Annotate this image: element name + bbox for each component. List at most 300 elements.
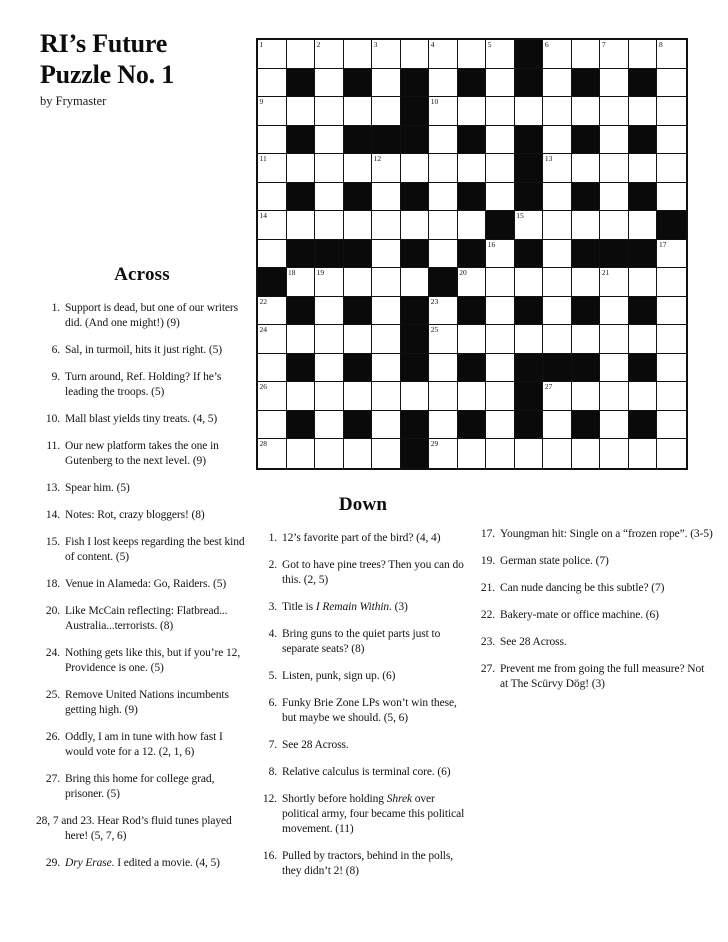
grid-cell[interactable]: [657, 154, 686, 183]
grid-cell[interactable]: [429, 411, 458, 440]
cell-number: 13: [544, 154, 553, 164]
grid-cell[interactable]: [657, 69, 686, 98]
clue-number: 1.: [51, 302, 60, 314]
cell-number: 27: [544, 382, 553, 392]
grid-cell[interactable]: [600, 154, 629, 183]
grid-cell[interactable]: [657, 382, 686, 411]
grid-cell[interactable]: [401, 211, 430, 240]
grid-cell[interactable]: [258, 240, 287, 269]
grid-cell[interactable]: [486, 154, 515, 183]
grid-cell[interactable]: [543, 126, 572, 155]
grid-cell[interactable]: [600, 40, 629, 69]
grid-cell-black: [401, 183, 430, 212]
grid-cell[interactable]: [372, 325, 401, 354]
cell-number: 3: [373, 40, 378, 49]
grid-cell[interactable]: [429, 325, 458, 354]
grid-cell[interactable]: [600, 126, 629, 155]
grid-cell[interactable]: [657, 240, 686, 269]
grid-cell[interactable]: [657, 325, 686, 354]
grid-cell[interactable]: [315, 382, 344, 411]
grid-cell[interactable]: [258, 439, 287, 468]
down-clue: [256, 765, 470, 780]
clue-text: Support is dead, but one of our writers did. (And one might!) (9): [65, 302, 239, 329]
across-clue: [36, 688, 248, 718]
grid-cell[interactable]: [600, 297, 629, 326]
across-clue: [36, 370, 248, 400]
grid-cell-black: [401, 69, 430, 98]
grid-cell[interactable]: [572, 97, 601, 126]
grid-cell[interactable]: [629, 97, 658, 126]
grid-cell[interactable]: [600, 382, 629, 411]
grid-cell[interactable]: [629, 439, 658, 468]
clue-text: Got to have pine trees? Then you can do this. (2, 5): [282, 559, 464, 586]
grid-cell-black: [515, 126, 544, 155]
byline: by Frymaster: [40, 94, 107, 108]
clue-number: 6.: [268, 697, 277, 709]
grid-cell[interactable]: [258, 97, 287, 126]
cell-number: 4: [430, 40, 435, 49]
across-clue: [36, 604, 248, 634]
cell-number: 11: [259, 154, 267, 164]
cell-number: 7: [601, 40, 606, 49]
grid-cell[interactable]: [315, 354, 344, 383]
grid-cell[interactable]: [372, 183, 401, 212]
grid-cell[interactable]: [515, 268, 544, 297]
grid-cell[interactable]: [600, 97, 629, 126]
grid-cell[interactable]: [458, 268, 487, 297]
clue-text: Youngman hit: Single on a “frozen rope”. (3-5): [500, 528, 713, 540]
clue-text: See 28 Across.: [500, 636, 567, 648]
grid-cell[interactable]: [344, 439, 373, 468]
grid-cell-black: [629, 69, 658, 98]
grid-cell-black: [572, 354, 601, 383]
grid-cell[interactable]: [315, 183, 344, 212]
grid-cell[interactable]: [372, 69, 401, 98]
grid-cell[interactable]: [401, 40, 430, 69]
across-clue: [36, 856, 248, 871]
grid-cell[interactable]: [258, 69, 287, 98]
grid-cell[interactable]: [515, 211, 544, 240]
clue-text: Relative calculus is terminal core. (6): [282, 766, 451, 778]
grid-cell[interactable]: [486, 325, 515, 354]
across-clue: [36, 481, 248, 496]
down-clue: [256, 531, 470, 546]
clue-text: Like McCain reflecting: Flatbread... Australia...terrorists. (8): [65, 605, 228, 632]
clue-number: 7.: [268, 739, 277, 751]
grid-cell[interactable]: [572, 382, 601, 411]
clue-number: 9.: [51, 371, 60, 383]
grid-cell[interactable]: [486, 183, 515, 212]
cell-number: 14: [259, 211, 267, 221]
across-clue: [36, 646, 248, 676]
grid-cell-black: [344, 69, 373, 98]
grid-cell[interactable]: [572, 439, 601, 468]
grid-cell[interactable]: [315, 411, 344, 440]
grid-cell[interactable]: [600, 268, 629, 297]
grid-cell[interactable]: [315, 40, 344, 69]
clue-text: Pulled by tractors, behind in the polls, they didn’t 2! (8): [282, 850, 454, 877]
cell-number: 15: [516, 211, 524, 221]
clue-text: 12’s favorite part of the bird? (4, 4): [282, 532, 441, 544]
down-clue: [256, 738, 470, 753]
clue-text: Turn around, Ref. Holding? If he’s leading the troops. (5): [65, 371, 222, 398]
grid-cell[interactable]: [287, 268, 316, 297]
grid-cell[interactable]: [600, 439, 629, 468]
grid-cell[interactable]: [429, 439, 458, 468]
grid-cell[interactable]: [258, 411, 287, 440]
grid-cell[interactable]: [372, 382, 401, 411]
grid-cell[interactable]: [372, 97, 401, 126]
grid-cell[interactable]: [258, 154, 287, 183]
clue-text: Sal, in turmoil, hits it just right. (5): [65, 344, 223, 356]
grid-cell[interactable]: [600, 183, 629, 212]
grid-cell-black: [629, 240, 658, 269]
cell-number: 2: [316, 40, 321, 49]
clue-text: Prevent me from going the full measure? Not at The Scürvy Dög! (3): [500, 663, 705, 690]
grid-cell[interactable]: [372, 354, 401, 383]
grid-cell[interactable]: [486, 439, 515, 468]
grid-cell[interactable]: [486, 240, 515, 269]
grid-cell[interactable]: [258, 325, 287, 354]
clue-text: Bring this home for college grad, prisoner. (5): [65, 773, 215, 800]
grid-cell-black: [344, 297, 373, 326]
cell-number: 16: [487, 239, 496, 249]
clue-number: 4.: [268, 628, 277, 640]
grid-cell[interactable]: [344, 40, 373, 69]
grid-cell-black: [344, 240, 373, 269]
clue-number: 23.: [480, 636, 495, 648]
grid-cell[interactable]: [287, 325, 316, 354]
grid-cell[interactable]: [315, 325, 344, 354]
clue-number: 29.: [45, 857, 60, 869]
clue-number: 27.: [480, 663, 495, 675]
grid-cell-black: [287, 240, 316, 269]
clue-number: 11.: [46, 440, 60, 452]
clue-text: Can nude dancing be this subtle? (7): [500, 582, 665, 594]
across-clue: [36, 439, 248, 469]
grid-cell[interactable]: [572, 268, 601, 297]
grid-cell-black: [287, 183, 316, 212]
grid-cell[interactable]: [315, 268, 344, 297]
across-clue: [36, 301, 248, 331]
grid-cell[interactable]: [486, 354, 515, 383]
clue-number: 15.: [45, 536, 60, 548]
clue-text: Shortly before holding Shrek over political army, four became this political movement. (11): [282, 793, 465, 835]
grid-cell[interactable]: [600, 325, 629, 354]
grid-cell[interactable]: [344, 325, 373, 354]
grid-cell[interactable]: [458, 382, 487, 411]
cell-number: 5: [487, 40, 492, 49]
grid-cell[interactable]: [315, 439, 344, 468]
down-clue-list-col2: [474, 527, 714, 704]
grid-cell-black: [401, 439, 430, 468]
grid-cell[interactable]: [458, 40, 487, 69]
grid-cell[interactable]: [372, 154, 401, 183]
grid-cell[interactable]: [543, 40, 572, 69]
clue-text: Venue in Alameda: Go, Raiders. (5): [65, 578, 227, 590]
clue-number: 17.: [480, 528, 495, 540]
grid-cell-black: [401, 411, 430, 440]
grid-cell[interactable]: [629, 154, 658, 183]
grid-cell[interactable]: [657, 411, 686, 440]
grid-cell-black: [629, 183, 658, 212]
grid-cell[interactable]: [629, 325, 658, 354]
grid-cell[interactable]: [572, 325, 601, 354]
grid-cell[interactable]: [287, 154, 316, 183]
grid-cell[interactable]: [344, 268, 373, 297]
grid-cell[interactable]: [287, 382, 316, 411]
grid-cell-black: [344, 354, 373, 383]
down-clue: [256, 600, 470, 615]
clue-text: Fish I lost keeps regarding the best kind of content. (5): [65, 536, 245, 563]
clue-text: German state police. (7): [500, 555, 609, 567]
clue-number: 20.: [45, 605, 60, 617]
down-clue-list-col1: [256, 531, 470, 879]
grid-cell-black: [458, 297, 487, 326]
clue-text: Remove United Nations incumbents getting high. (9): [65, 689, 229, 716]
grid-cell-black: [401, 126, 430, 155]
grid-cell-black: [572, 411, 601, 440]
grid-cell[interactable]: [287, 97, 316, 126]
grid-cell[interactable]: [372, 268, 401, 297]
grid-cell[interactable]: [258, 354, 287, 383]
down-clue: [474, 581, 714, 596]
grid-cell[interactable]: [543, 183, 572, 212]
grid-cell[interactable]: [486, 382, 515, 411]
down-section: [256, 494, 470, 891]
grid-cell[interactable]: [657, 97, 686, 126]
grid-cell[interactable]: [401, 154, 430, 183]
clue-number: 5.: [268, 670, 277, 682]
grid-cell-black: [429, 268, 458, 297]
grid-cell[interactable]: [429, 211, 458, 240]
grid-cell-black: [458, 183, 487, 212]
grid-cell[interactable]: [515, 325, 544, 354]
clue-number: 13.: [45, 482, 60, 494]
cell-number: 1: [259, 40, 264, 49]
clue-number: 10.: [45, 413, 60, 425]
clue-number: 16.: [262, 850, 277, 862]
grid-cell-black: [458, 240, 487, 269]
grid-cell[interactable]: [543, 268, 572, 297]
grid-cell[interactable]: [458, 439, 487, 468]
grid-cell[interactable]: [401, 382, 430, 411]
grid-cell[interactable]: [486, 126, 515, 155]
clue-text: Notes: Rot, crazy bloggers! (8): [65, 509, 205, 521]
grid-cell[interactable]: [429, 97, 458, 126]
grid-cell[interactable]: [572, 40, 601, 69]
clue-number: 2.: [268, 559, 277, 571]
grid-cell-black: [344, 411, 373, 440]
grid-cell[interactable]: [287, 40, 316, 69]
grid-cell[interactable]: [486, 69, 515, 98]
grid-cell-black: [287, 411, 316, 440]
grid-cell[interactable]: [543, 297, 572, 326]
clue-text: Our new platform takes the one in Gutenberg to the next level. (9): [65, 440, 219, 467]
grid-cell[interactable]: [600, 69, 629, 98]
grid-cell-black: [515, 411, 544, 440]
across-clue: [36, 772, 248, 802]
across-clue-list: [36, 301, 248, 871]
grid-cell-black: [543, 354, 572, 383]
grid-cell[interactable]: [543, 439, 572, 468]
grid-cell[interactable]: [657, 126, 686, 155]
across-clue: [36, 508, 248, 523]
grid-cell[interactable]: [515, 97, 544, 126]
grid-cell[interactable]: [429, 297, 458, 326]
grid-cell[interactable]: [258, 382, 287, 411]
grid-cell[interactable]: [258, 297, 287, 326]
across-clue: [36, 814, 248, 844]
grid-cell[interactable]: [543, 69, 572, 98]
cell-number: 20: [459, 268, 467, 278]
grid-cell[interactable]: [657, 354, 686, 383]
grid-cell[interactable]: [657, 297, 686, 326]
grid-cell[interactable]: [543, 240, 572, 269]
grid-cell-black: [287, 297, 316, 326]
title-block: [40, 28, 255, 109]
grid-cell[interactable]: [629, 211, 658, 240]
grid-cell[interactable]: [287, 439, 316, 468]
grid-cell[interactable]: [600, 354, 629, 383]
grid-cell-black: [572, 126, 601, 155]
grid-cell[interactable]: [629, 40, 658, 69]
grid-cell[interactable]: [401, 268, 430, 297]
clue-number: 12.: [262, 793, 277, 805]
grid-cell[interactable]: [429, 354, 458, 383]
grid-cell-black: [515, 154, 544, 183]
grid-cell[interactable]: [372, 411, 401, 440]
grid-cell-black: [600, 240, 629, 269]
across-clue: [36, 577, 248, 592]
grid-cell[interactable]: [372, 40, 401, 69]
grid-cell[interactable]: [600, 411, 629, 440]
grid-cell-black: [458, 69, 487, 98]
grid-cell[interactable]: [657, 268, 686, 297]
grid-cell[interactable]: [429, 154, 458, 183]
grid-cell-black: [486, 211, 515, 240]
grid-cell[interactable]: [372, 297, 401, 326]
cell-number: 23: [430, 296, 439, 306]
grid-cell[interactable]: [657, 183, 686, 212]
grid-cell[interactable]: [315, 97, 344, 126]
grid-cell[interactable]: [486, 268, 515, 297]
grid-cell[interactable]: [657, 40, 686, 69]
grid-cell[interactable]: [629, 382, 658, 411]
grid-cell[interactable]: [543, 325, 572, 354]
grid-cell[interactable]: [315, 126, 344, 155]
grid-cell[interactable]: [629, 268, 658, 297]
grid-cell-black: [372, 126, 401, 155]
grid-cell[interactable]: [315, 154, 344, 183]
grid-cell[interactable]: [315, 69, 344, 98]
grid-cell[interactable]: [543, 411, 572, 440]
grid-cell[interactable]: [429, 382, 458, 411]
grid-cell[interactable]: [486, 40, 515, 69]
clue-text: Bring guns to the quiet parts just to separate seats? (8): [282, 628, 441, 655]
grid-cell[interactable]: [258, 126, 287, 155]
grid-cell[interactable]: [543, 211, 572, 240]
clue-number: 14.: [45, 509, 60, 521]
cell-number: 22: [259, 296, 267, 306]
clue-number: 8.: [268, 766, 277, 778]
grid-cell[interactable]: [372, 439, 401, 468]
grid-cell-black: [401, 240, 430, 269]
grid-cell[interactable]: [315, 211, 344, 240]
clue-number: 25.: [45, 689, 60, 701]
cell-number: 21: [601, 268, 610, 278]
page-title-line-1: RI’s Future: [40, 29, 168, 58]
grid-cell[interactable]: [657, 439, 686, 468]
grid-cell[interactable]: [429, 69, 458, 98]
grid-cell[interactable]: [287, 211, 316, 240]
grid-cell[interactable]: [486, 411, 515, 440]
grid-cell[interactable]: [600, 211, 629, 240]
grid-cell-black: [458, 411, 487, 440]
grid-cell[interactable]: [429, 126, 458, 155]
cell-number: 25: [430, 325, 439, 335]
grid-cell[interactable]: [344, 211, 373, 240]
grid-cell[interactable]: [458, 325, 487, 354]
grid-cell[interactable]: [515, 439, 544, 468]
grid-cell-black: [515, 183, 544, 212]
grid-cell[interactable]: [543, 382, 572, 411]
clue-text: Dry Erase. I edited a movie. (4, 5): [65, 857, 220, 869]
cell-number: 8: [658, 40, 663, 49]
grid-cell[interactable]: [572, 154, 601, 183]
down-clue: [256, 669, 470, 684]
down-clue: [256, 849, 470, 879]
grid-cell[interactable]: [372, 240, 401, 269]
grid-cell[interactable]: [344, 382, 373, 411]
grid-cell[interactable]: [258, 211, 287, 240]
grid-cell[interactable]: [429, 40, 458, 69]
across-clue: [36, 535, 248, 565]
grid-cell-black: [287, 354, 316, 383]
clue-text: See 28 Across.: [282, 739, 349, 751]
grid-cell[interactable]: [486, 297, 515, 326]
grid-cell-black: [287, 69, 316, 98]
clue-number: 1.: [268, 532, 277, 544]
grid-cell[interactable]: [458, 211, 487, 240]
grid-cell[interactable]: [429, 240, 458, 269]
grid-cell-black: [657, 211, 686, 240]
grid-cell[interactable]: [458, 97, 487, 126]
grid-cell-black: [315, 240, 344, 269]
grid-cell[interactable]: [429, 183, 458, 212]
grid-cell[interactable]: [486, 97, 515, 126]
grid-cell[interactable]: [315, 297, 344, 326]
clue-text: Spear him. (5): [65, 482, 130, 494]
clue-text: Title is I Remain Within. (3): [282, 601, 408, 613]
cell-number: 9: [259, 97, 264, 107]
grid-cell[interactable]: [344, 154, 373, 183]
grid-cell[interactable]: [458, 154, 487, 183]
clue-number: 27.: [45, 773, 60, 785]
grid-cell-black: [515, 382, 544, 411]
grid-cell[interactable]: [543, 97, 572, 126]
grid-cell-black: [629, 126, 658, 155]
clue-text: 28, 7 and 23. Hear Rod’s fluid tunes played here! (5, 7, 6): [36, 815, 232, 842]
grid-cell[interactable]: [372, 211, 401, 240]
grid-cell[interactable]: [572, 211, 601, 240]
grid-cell-black: [629, 411, 658, 440]
clue-number: 21.: [480, 582, 495, 594]
grid-cell[interactable]: [258, 40, 287, 69]
grid-cell[interactable]: [543, 154, 572, 183]
grid-cell[interactable]: [258, 183, 287, 212]
grid-cell[interactable]: [344, 97, 373, 126]
